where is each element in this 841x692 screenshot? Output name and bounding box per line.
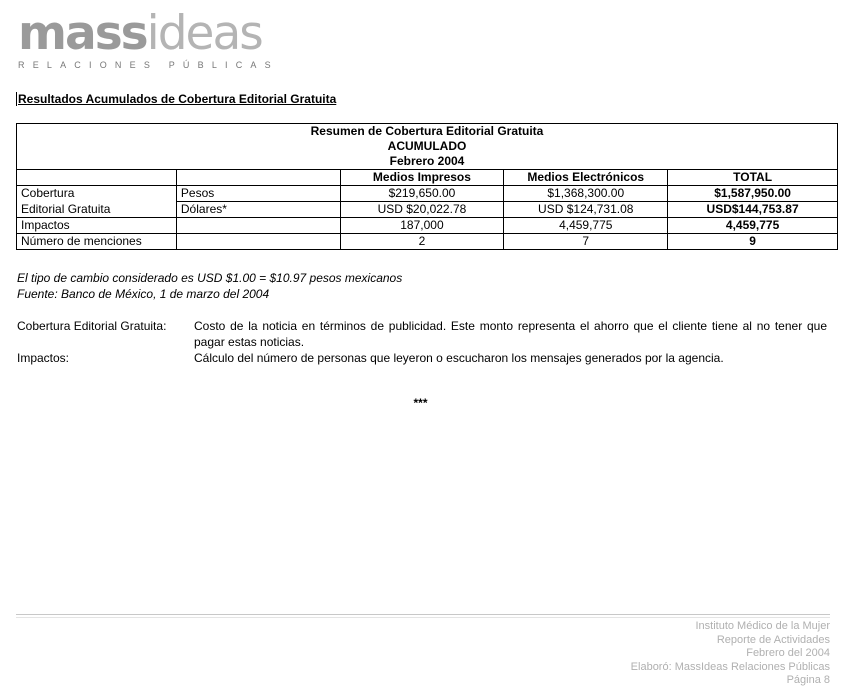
row-label: Número de menciones xyxy=(17,234,177,250)
exchange-rate-note: El tipo de cambio considerado es USD $1.00 = $10.97 pesos mexicanos xyxy=(17,271,403,285)
table-cell-total: 9 xyxy=(668,234,838,250)
row-label: Impactos xyxy=(17,218,177,234)
table-cell: 4,459,775 xyxy=(504,218,668,234)
definition-term: Cobertura Editorial Gratuita: xyxy=(17,319,167,333)
definition-row xyxy=(17,350,827,366)
table-row xyxy=(17,186,838,202)
definition-text: Costo de la noticia en términos de publicidad. Este monto representa el ahorro que el cliente tiene al no tener que pagar estas noticias. xyxy=(194,319,827,349)
logo-wordmark-part2: ideas xyxy=(146,6,262,61)
table-cell: 2 xyxy=(340,234,504,250)
exchange-rate-notes xyxy=(17,270,402,302)
footer-line: Instituto Médico de la Mujer xyxy=(695,620,830,632)
table-heading-line: Febrero 2004 xyxy=(389,154,465,168)
footer-line: Reporte de Actividades xyxy=(716,633,830,646)
row-sublabel: Pesos xyxy=(176,186,340,202)
column-header-total: TOTAL xyxy=(668,170,838,186)
column-header-impresos: Medios Impresos xyxy=(340,170,504,186)
definition-term: Impactos: xyxy=(17,351,70,365)
footer-divider xyxy=(16,614,830,618)
table-cell-total: USD$144,753.87 xyxy=(668,202,838,218)
source-note: Fuente: Banco de México, 1 de marzo del 2004 xyxy=(17,287,270,301)
table-cell: $1,368,300.00 xyxy=(504,186,668,202)
table-cell: 7 xyxy=(504,234,668,250)
page-footer xyxy=(631,620,830,688)
row-sublabel xyxy=(176,218,340,234)
column-header-electronicos: Medios Electrónicos xyxy=(504,170,668,186)
logo-tagline: RELACIONES PÚBLICAS xyxy=(18,60,279,70)
table-cell: USD $124,731.08 xyxy=(504,202,668,218)
empty-header-cell xyxy=(176,170,340,186)
table-cell-total: 4,459,775 xyxy=(668,218,838,234)
footer-line: Elaboró: MassIdeas Relaciones Públicas xyxy=(630,660,830,673)
document-title: Resultados Acumulados de Cobertura Editorial Gratuita xyxy=(18,92,337,106)
definition-text: Cálculo del número de personas que leyeron o escucharon los mensajes generados por la agencia. xyxy=(194,351,724,365)
row-label: Editorial Gratuita xyxy=(17,202,177,218)
logo-wordmark-part1: mass xyxy=(18,6,147,61)
table-row xyxy=(17,218,838,234)
table-column-header-row xyxy=(17,170,838,186)
table-cell: 187,000 xyxy=(340,218,504,234)
empty-header-cell xyxy=(17,170,177,186)
table-row xyxy=(17,202,838,218)
section-separator: *** xyxy=(413,396,428,410)
page-number: Página 8 xyxy=(786,674,830,686)
table-heading-line: Resumen de Cobertura Editorial Gratuita xyxy=(310,124,544,138)
table-heading-row xyxy=(17,124,838,170)
table-cell-total: $1,587,950.00 xyxy=(668,186,838,202)
table-row xyxy=(17,234,838,250)
logo-wordmark xyxy=(18,6,279,61)
definitions xyxy=(17,318,827,366)
definition-row xyxy=(17,318,827,350)
row-sublabel xyxy=(176,234,340,250)
row-sublabel: Dólares* xyxy=(176,202,340,218)
table-cell: $219,650.00 xyxy=(340,186,504,202)
row-label: Cobertura xyxy=(17,186,177,202)
table-heading xyxy=(17,124,838,170)
coverage-summary-table xyxy=(16,123,838,250)
company-logo xyxy=(18,6,279,70)
table-heading-line: ACUMULADO xyxy=(387,139,467,153)
table-cell: USD $20,022.78 xyxy=(340,202,504,218)
footer-line: Febrero del 2004 xyxy=(746,647,830,659)
